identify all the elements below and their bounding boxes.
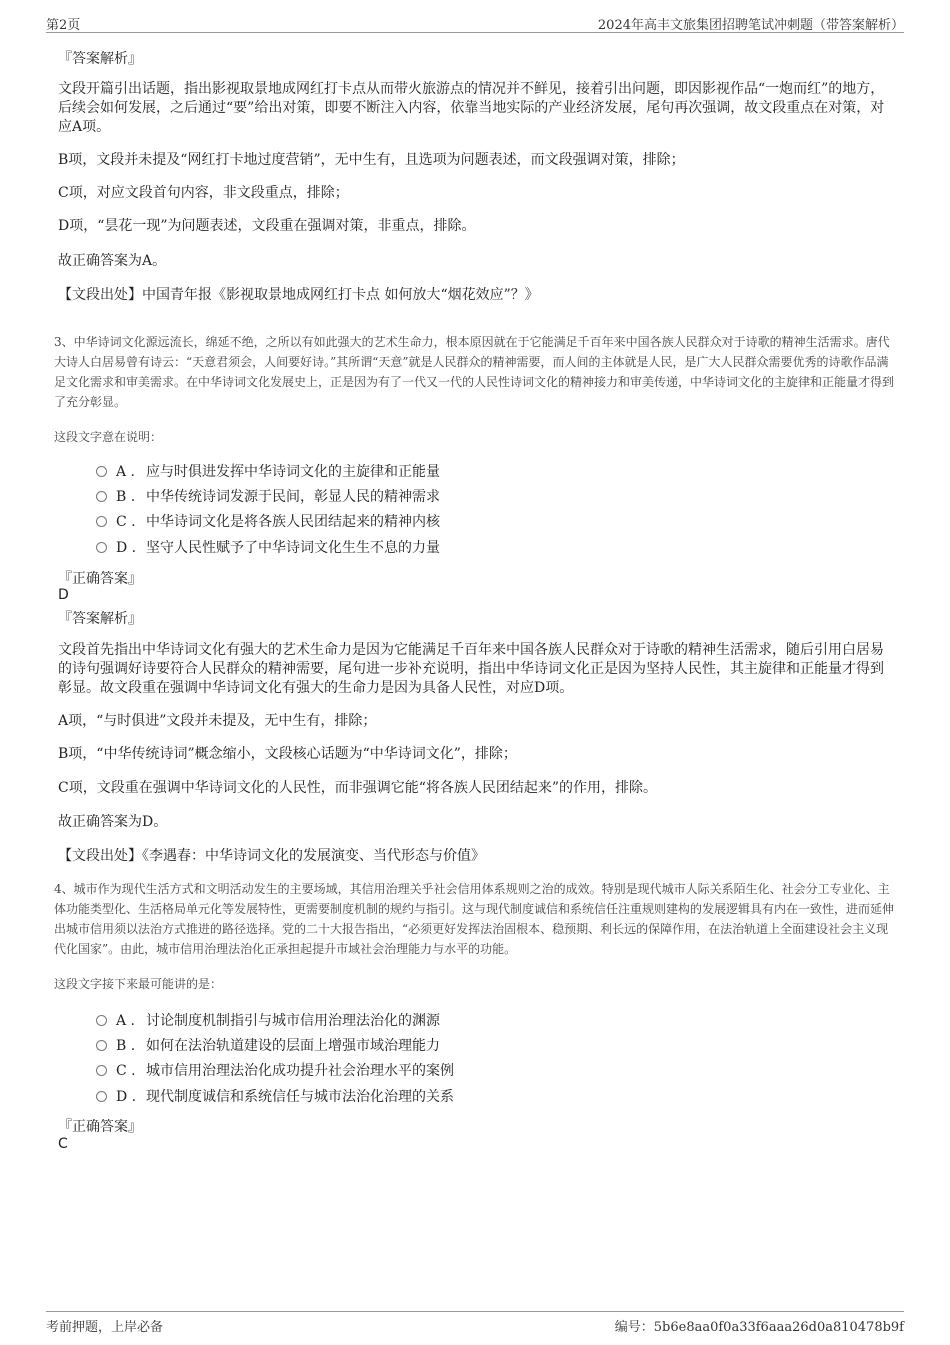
option-letter: D . xyxy=(116,540,137,556)
option-letter: C . xyxy=(116,514,136,530)
option-letter: B . xyxy=(116,489,136,505)
radio-icon[interactable] xyxy=(96,1065,107,1076)
q4-answer: C xyxy=(58,1136,68,1152)
radio-icon[interactable] xyxy=(96,491,107,502)
option-text: 讨论制度机制指引与城市信用治理法治化的渊源 xyxy=(146,1013,440,1029)
q3-analysis-para: 文段首先指出中华诗词文化有强大的艺术生命力是因为它能满足千百年来中国各族人民群众对于诗歌的精神生活需求，随后引用白居易的诗句强调好诗要符合人民群众的精神需要，尾句进一步补充说明，指出中华诗词文化正是因为坚持人民性，其主旋律和正能量才得到彰显。故文段重在强调中华诗词文化有强大的生命力是因为具备人民性，对应D项。 xyxy=(58,642,884,696)
radio-icon[interactable] xyxy=(96,516,107,527)
q2-source: 【文段出处】中国青年报《影视取景地成网红打卡点 如何放大“烟花效应”？》 xyxy=(58,287,539,303)
option-letter: A . xyxy=(116,464,136,480)
q2-option-b-analysis: B项，文段并未提及“网红打卡地过度营销”，无中生有，且选项为问题表述，而文段强调对策，排除； xyxy=(58,152,685,168)
option-letter: A . xyxy=(116,1013,136,1029)
page-number: 第2页 xyxy=(46,18,81,33)
q2-analysis-para: 文段开篇引出话题，指出影视取景地成网红打卡点从而带火旅游点的情况并不鲜见，接着引出问题，即因影视作品“一炮而红”的地方，后续会如何发展，之后通过“要”给出对策，即要不断注入内容，依靠当地实际的产业经济发展，尾句再次强调，故文段重点在对策，对应A项。 xyxy=(58,81,885,135)
q3-lead: 这段文字意在说明： xyxy=(54,430,163,444)
q2-conclusion: 故正确答案为A。 xyxy=(58,253,167,269)
option-text: 坚守人民性赋予了中华诗词文化生生不息的力量 xyxy=(146,540,440,556)
option-letter: C . xyxy=(116,1063,136,1079)
q4-option-c[interactable] xyxy=(96,1061,454,1081)
q3-option-a[interactable] xyxy=(96,462,440,482)
option-text: 应与时俱进发挥中华诗词文化的主旋律和正能量 xyxy=(146,464,440,480)
page-footer xyxy=(46,1311,904,1334)
q3-question-text: 3、中华诗词文化源远流长，绵延不绝，之所以有如此强大的艺术生命力，根本原因就在于它能满足千百年来中国各族人民群众对于诗歌的精神生活需求。唐代大诗人白居易曾有诗云：“天意君须会，人间要好诗。”其所谓“天意”就是人民群众的精神需要，而人间的主体就是人民，是广大人民群众需要优秀的诗歌作品满足文化需求和审美需求。在中华诗词文化发展史上，正是因为有了一代又一代的人民性诗词文化的精神接力和审美传递，中华诗词文化的主旋律和正能量才得到了充分彰显。 xyxy=(54,335,895,409)
radio-icon[interactable] xyxy=(96,1091,107,1102)
q3-option-b-analysis: B项，“中华传统诗词”概念缩小，文段核心话题为“中华诗词文化”，排除； xyxy=(58,746,517,762)
option-text: 城市信用治理法治化成功提升社会治理水平的案例 xyxy=(146,1063,454,1079)
q4-option-d[interactable] xyxy=(96,1087,454,1107)
q4-option-a[interactable] xyxy=(96,1011,440,1031)
radio-icon[interactable] xyxy=(96,1015,107,1026)
q3-option-a-analysis: A项，“与时俱进”文段并未提及，无中生有，排除； xyxy=(58,713,377,729)
q3-source: 【文段出处】《李遇春：中华诗词文化的发展演变、当代形态与价值》 xyxy=(58,848,485,864)
q4-lead: 这段文字接下来最可能讲的是： xyxy=(54,977,223,991)
option-text: 现代制度诚信和系统信任与城市法治化治理的关系 xyxy=(146,1089,454,1105)
q3-option-b[interactable] xyxy=(96,487,440,507)
document-title: 2024年高丰文旅集团招聘笔试冲刺题（带答案解析） xyxy=(597,18,904,33)
q3-option-c-analysis: C项，文段重在强调中华诗词文化的人民性，而非强调它能“将各族人民团结起来”的作用，排除。 xyxy=(58,780,658,796)
q4-question-text: 4、城市作为现代生活方式和文明活动发生的主要场域，其信用治理关乎社会信用体系规则之治的成效。特别是现代城市人际关系陌生化、社会分工专业化、主体功能类型化、生活格局单元化等发展特性，更需要制度机制的规约与指引。这与现代制度诚信和系统信任注重规则建构的发展逻辑具有内在一致性，进而延伸出城市信用须以法治方式推进的路径选择。党的二十大报告指出，“必须更好发挥法治固根本、稳预期、利长远的保障作用，在法治轨道上全面建设社会主义现代化国家”。由此，城市信用治理法治化正承担起提升市域社会治理能力与水平的功能。 xyxy=(54,882,895,956)
option-text: 中华传统诗词发源于民间，彰显人民的精神需求 xyxy=(146,489,440,505)
q3-answer-label: 『正确答案』 xyxy=(58,571,142,587)
document-code: 编号：5b6e8aa0f0a33f6aaa26d0a810478b9f xyxy=(614,1320,904,1335)
q4-option-b[interactable] xyxy=(96,1036,440,1056)
option-letter: D . xyxy=(116,1089,137,1105)
q3-option-d[interactable] xyxy=(96,538,440,558)
footer-slogan: 考前押题，上岸必备 xyxy=(46,1320,164,1335)
radio-icon[interactable] xyxy=(96,466,107,477)
q3-option-c[interactable] xyxy=(96,512,440,532)
q4-answer-label: 『正确答案』 xyxy=(58,1119,142,1135)
option-letter: B . xyxy=(116,1038,136,1054)
q2-option-d-analysis: D项，“昙花一现”为问题表述，文段重在强调对策，非重点，排除。 xyxy=(58,218,476,234)
q2-analysis-label: 『答案解析』 xyxy=(58,51,142,67)
q3-analysis-label: 『答案解析』 xyxy=(58,611,142,627)
q3-answer: D xyxy=(58,587,69,603)
q3-conclusion: 故正确答案为D。 xyxy=(58,814,168,830)
page-header xyxy=(46,14,904,33)
radio-icon[interactable] xyxy=(96,542,107,553)
option-text: 中华诗词文化是将各族人民团结起来的精神内核 xyxy=(146,514,440,530)
q2-option-c-analysis: C项，对应文段首句内容，非文段重点，排除； xyxy=(58,185,349,201)
option-text: 如何在法治轨道建设的层面上增强市域治理能力 xyxy=(146,1038,440,1054)
radio-icon[interactable] xyxy=(96,1040,107,1051)
